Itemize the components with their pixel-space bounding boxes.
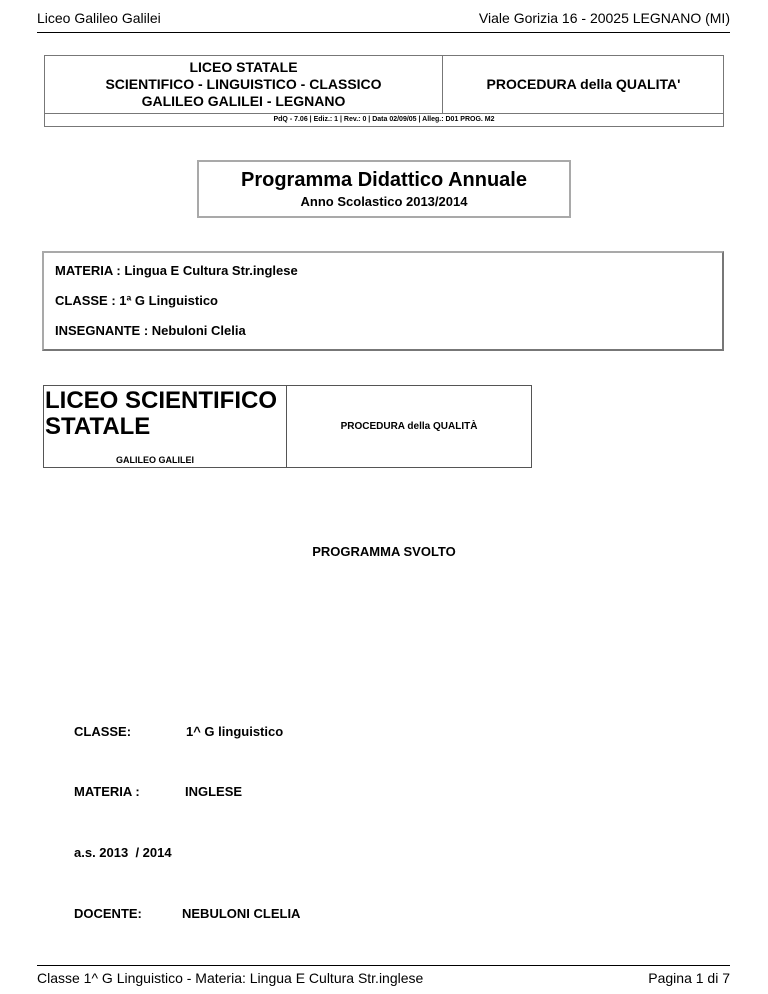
docente-label: DOCENTE: <box>74 906 142 921</box>
document-title: Programma Didattico Annuale <box>241 169 527 191</box>
materia-value: INGLESE <box>185 784 243 799</box>
school-heading-line-1: LICEO SCIENTIFICO <box>45 387 278 414</box>
page-number: Pagina 1 di 7 <box>648 970 730 986</box>
classe-label: CLASSE: <box>74 724 132 739</box>
info-box <box>42 251 724 351</box>
school-year-line: a.s. 2013 / 2014 <box>74 845 172 860</box>
procedure-cell-2: PROCEDURA della QUALITÀ <box>340 421 478 432</box>
procedure-cell: PROCEDURA della QUALITA' <box>486 76 681 92</box>
teacher-line: INSEGNANTE : Nebuloni Clelia <box>55 323 246 338</box>
footer-description: Classe 1^ G Linguistico - Materia: Lingua E Cultura Str.inglese <box>37 970 424 986</box>
program-heading: PROGRAMMA SVOLTO <box>312 544 456 559</box>
subject-line: MATERIA : Lingua E Cultura Str.inglese <box>55 263 298 278</box>
header-school-name: Liceo Galileo Galilei <box>37 10 161 26</box>
school-year: Anno Scolastico 2013/2014 <box>300 194 468 209</box>
classe-value: 1^ G linguistico <box>186 724 284 739</box>
reference-cell: PdQ - 7.06 | Ediz.: 1 | Rev.: 0 | Data 02/09/05 | Alleg.: D01 PROG. M2 <box>45 113 723 126</box>
school-cell-2 <box>44 386 287 467</box>
procedure-table-2 <box>43 385 532 468</box>
school-line-2: SCIENTIFICO - LINGUISTICO - CLASSICO <box>105 76 382 92</box>
title-box <box>197 160 571 218</box>
school-heading <box>45 388 277 440</box>
materia-label: MATERIA : <box>74 784 140 799</box>
header-address: Viale Gorizia 16 - 20025 LEGNANO (MI) <box>478 10 730 26</box>
school-line-1: LICEO STATALE <box>189 59 298 75</box>
footer-divider <box>37 965 730 966</box>
school-cell <box>45 56 443 113</box>
school-line-3: GALILEO GALILEI - LEGNANO <box>141 93 346 109</box>
class-line: CLASSE : 1ª G Linguistico <box>55 293 218 308</box>
docente-value: NEBULONI CLELIA <box>182 906 301 921</box>
header-divider <box>37 32 730 33</box>
procedure-table <box>44 55 724 127</box>
school-name-2: GALILEO GALILEI <box>116 455 194 465</box>
school-heading-line-2: STATALE <box>45 413 151 440</box>
